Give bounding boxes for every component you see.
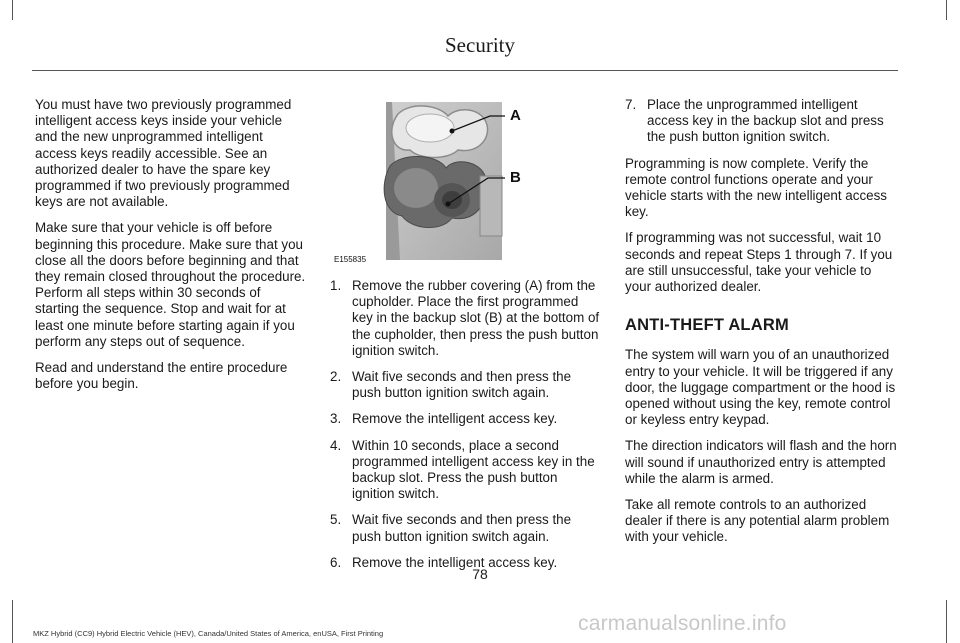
step-number: 5. xyxy=(330,512,342,528)
step-number: 7. xyxy=(625,97,637,112)
left-paragraph-3: Read and understand the entire procedure before you begin. xyxy=(35,360,288,392)
procedure-step xyxy=(330,411,602,427)
step-text: Remove the intelligent access key. xyxy=(352,411,558,427)
header-rule xyxy=(32,70,898,71)
crop-mark-bottom-left xyxy=(12,600,13,643)
cup-slot-left xyxy=(394,168,438,208)
left-column xyxy=(35,97,307,402)
right-paragraph-3: The system will warn you of an unauthorized entry to your vehicle. It will be triggered if any door, the luggage compartment or the hood is opened without using the key, remote control or keyless entry keypad. xyxy=(625,347,896,428)
step-number: 2. xyxy=(330,369,342,385)
procedure-step xyxy=(625,97,897,146)
crop-mark-bottom-right xyxy=(946,600,947,643)
page-number: 78 xyxy=(472,566,488,582)
console-side-panel xyxy=(480,176,502,236)
crop-mark-top-right xyxy=(946,0,947,20)
rubber-covering-dimple xyxy=(406,114,454,142)
middle-column xyxy=(330,278,602,581)
step-number: 6. xyxy=(330,554,342,570)
procedure-steps-list xyxy=(330,278,602,571)
procedure-steps-list-continued xyxy=(625,97,897,146)
step-text: Within 10 seconds, place a second programmed intelligent access key in the backup slot. Press the push button ignition switch. xyxy=(352,437,595,502)
left-paragraph-2: Make sure that your vehicle is off before beginning this procedure. Make sure that you close all the doors before beginning and that they remain closed throughout the procedure. Perform all steps within 30 seconds of starting the sequence. Stop and wait for at least one minute before starting again if you perform any steps out of sequence. xyxy=(35,220,306,349)
backup-key-slot-inner xyxy=(442,191,462,209)
figure-code: E155835 xyxy=(334,255,367,264)
step-number: 4. xyxy=(330,437,342,453)
step-text: Remove the intelligent access key. xyxy=(352,554,558,570)
watermark: carmanualsonline.info xyxy=(578,612,787,635)
step-number: 1. xyxy=(330,278,342,293)
step-text: Place the unprogrammed intelligent access key in the backup slot and press the push button ignition switch. xyxy=(647,97,884,145)
procedure-step xyxy=(330,438,602,503)
right-column xyxy=(625,97,897,556)
section-heading: ANTI-THEFT ALARM xyxy=(625,316,789,335)
procedure-step xyxy=(330,369,602,401)
figure-label-b: B xyxy=(510,169,521,186)
step-number: 3. xyxy=(330,411,342,427)
step-text: Wait five seconds and then press the push button ignition switch again. xyxy=(352,369,572,401)
footer-text: MKZ Hybrid (CC9) Hybrid Electric Vehicle (HEV), Canada/United States of America, enUSA, First Printing xyxy=(33,629,384,638)
right-paragraph-2: If programming was not successful, wait 10 seconds and repeat Steps 1 through 7. If you are still unsuccessful, take your vehicle to your authorized dealer. xyxy=(625,230,893,295)
step-text: Wait five seconds and then press the push button ignition switch again. xyxy=(352,512,572,544)
procedure-step xyxy=(330,278,602,359)
left-paragraph-1: You must have two previously programmed intelligent access keys inside your vehicle and the new unprogrammed intelligent access keys readily accessible. See an authorized dealer to have the spare key programmed if two previously programmed keys are not available. xyxy=(35,97,292,210)
page-header-title: Security xyxy=(445,33,515,57)
figure-label-a: A xyxy=(510,107,521,124)
procedure-step xyxy=(330,512,602,544)
cupholder-figure xyxy=(330,96,602,266)
right-paragraph-1: Programming is now complete. Verify the remote control functions operate and your vehicle starts with the new intelligent access key. xyxy=(625,155,887,220)
crop-mark-top-left xyxy=(12,0,13,20)
right-paragraph-4: The direction indicators will flash and the horn will sound if unauthorized entry is attempted while the alarm is armed. xyxy=(625,438,897,486)
cupholder-illustration xyxy=(330,96,602,266)
right-paragraph-5: Take all remote controls to an authorized dealer if there is any potential alarm problem with your vehicle. xyxy=(625,497,890,545)
step-text: Remove the rubber covering (A) from the cupholder. Place the first programmed key in the backup slot (B) at the bottom of the cupholder, then press the push button ignition switch. xyxy=(352,278,600,358)
